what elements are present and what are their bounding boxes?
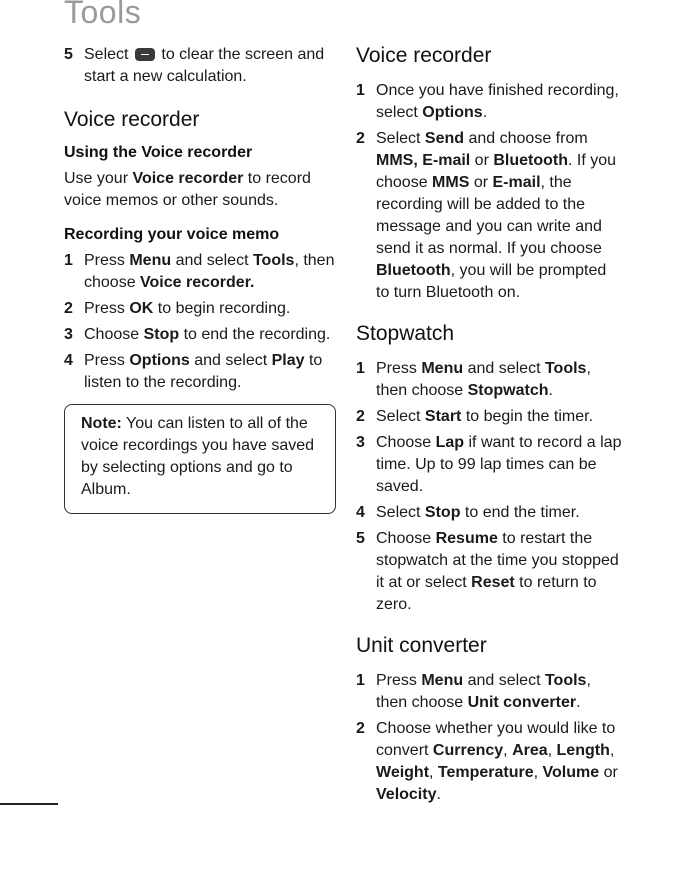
page-title: Tools	[64, 0, 142, 30]
voice-steps	[356, 80, 622, 304]
section-heading-voice-recorder-2: Voice recorder	[356, 44, 492, 67]
step-number: 4	[356, 504, 365, 521]
unit-step-2: 2 Choose whether you would like to convert Currency, Area, Length, Weight, Temperature, Volume or Velocity.	[356, 720, 618, 803]
calc-step-5	[64, 44, 336, 88]
note-box	[64, 404, 336, 514]
step-number: 5	[356, 530, 365, 547]
step-number: 2	[356, 408, 365, 425]
footer-rule	[0, 803, 58, 805]
voice-step-1: 1 Once you have finished recording, select Options.	[356, 82, 619, 121]
step-number: 2	[356, 720, 365, 737]
step-number: 3	[356, 434, 365, 451]
stopwatch-step-5: 5 Choose Resume to restart the stopwatch at the time you stopped it at or select Reset to return to zero.	[356, 530, 619, 613]
subheading-recording: Recording your voice memo	[64, 226, 280, 243]
section-heading-voice-recorder: Voice recorder	[64, 108, 200, 131]
step-number: 1	[356, 672, 365, 689]
recording-step-4: 4 Press Options and select Play to listen to the recording.	[64, 352, 323, 391]
using-paragraph: Use your Voice recorder to record voice memos or other sounds.	[64, 170, 311, 209]
stopwatch-step-4: 4 Select Stop to end the timer.	[356, 502, 622, 524]
stopwatch-step-3: 3 Choose Lap if want to record a lap time. Up to 99 lap times can be saved.	[356, 434, 622, 495]
recording-step-2: 2 Press OK to begin recording.	[64, 298, 336, 320]
note-text: You can listen to all of the voice recordings you have saved by selecting options and go to Album.	[81, 415, 315, 498]
step-number: 5	[64, 46, 73, 63]
step-number: 1	[356, 82, 365, 99]
section-heading-stopwatch: Stopwatch	[356, 322, 455, 345]
step-text: Select	[84, 46, 129, 63]
subheading-using: Using the Voice recorder	[64, 144, 253, 161]
step-number: 3	[64, 326, 73, 343]
voice-step-2: 2 Select Send and choose from MMS, E-mail or Bluetooth. If you choose MMS or E-mail, the recording will be added to the message and you can write and send it as normal. If you choose Bluetooth, you will be prompted to turn Bluetooth on.	[356, 130, 617, 301]
section-heading-unit-converter: Unit converter	[356, 634, 487, 657]
step-text: to clear the screen and start a new calculation.	[84, 46, 325, 85]
unit-step-1: 1 Press Menu and select Tools, then choose Unit converter.	[356, 672, 591, 711]
recording-steps	[64, 250, 336, 394]
recording-step-3: 3 Choose Stop to end the recording.	[64, 324, 336, 346]
stopwatch-step-2: 2 Select Start to begin the timer.	[356, 406, 622, 428]
recording-step-1: 1 Press Menu and select Tools, then choose Voice recorder.	[64, 252, 335, 291]
step-number: 4	[64, 352, 73, 369]
right-column	[356, 44, 622, 810]
clear-key-icon	[135, 48, 155, 61]
step-number: 2	[356, 130, 365, 147]
calculator-steps	[64, 44, 336, 88]
left-column	[64, 44, 336, 514]
step-number: 1	[356, 360, 365, 377]
step-number: 1	[64, 252, 73, 269]
step-number: 2	[64, 300, 73, 317]
stopwatch-step-1: 1 Press Menu and select Tools, then choose Stopwatch.	[356, 360, 591, 399]
unit-steps	[356, 670, 622, 806]
note-label: Note:	[81, 415, 122, 432]
stopwatch-steps	[356, 358, 622, 616]
